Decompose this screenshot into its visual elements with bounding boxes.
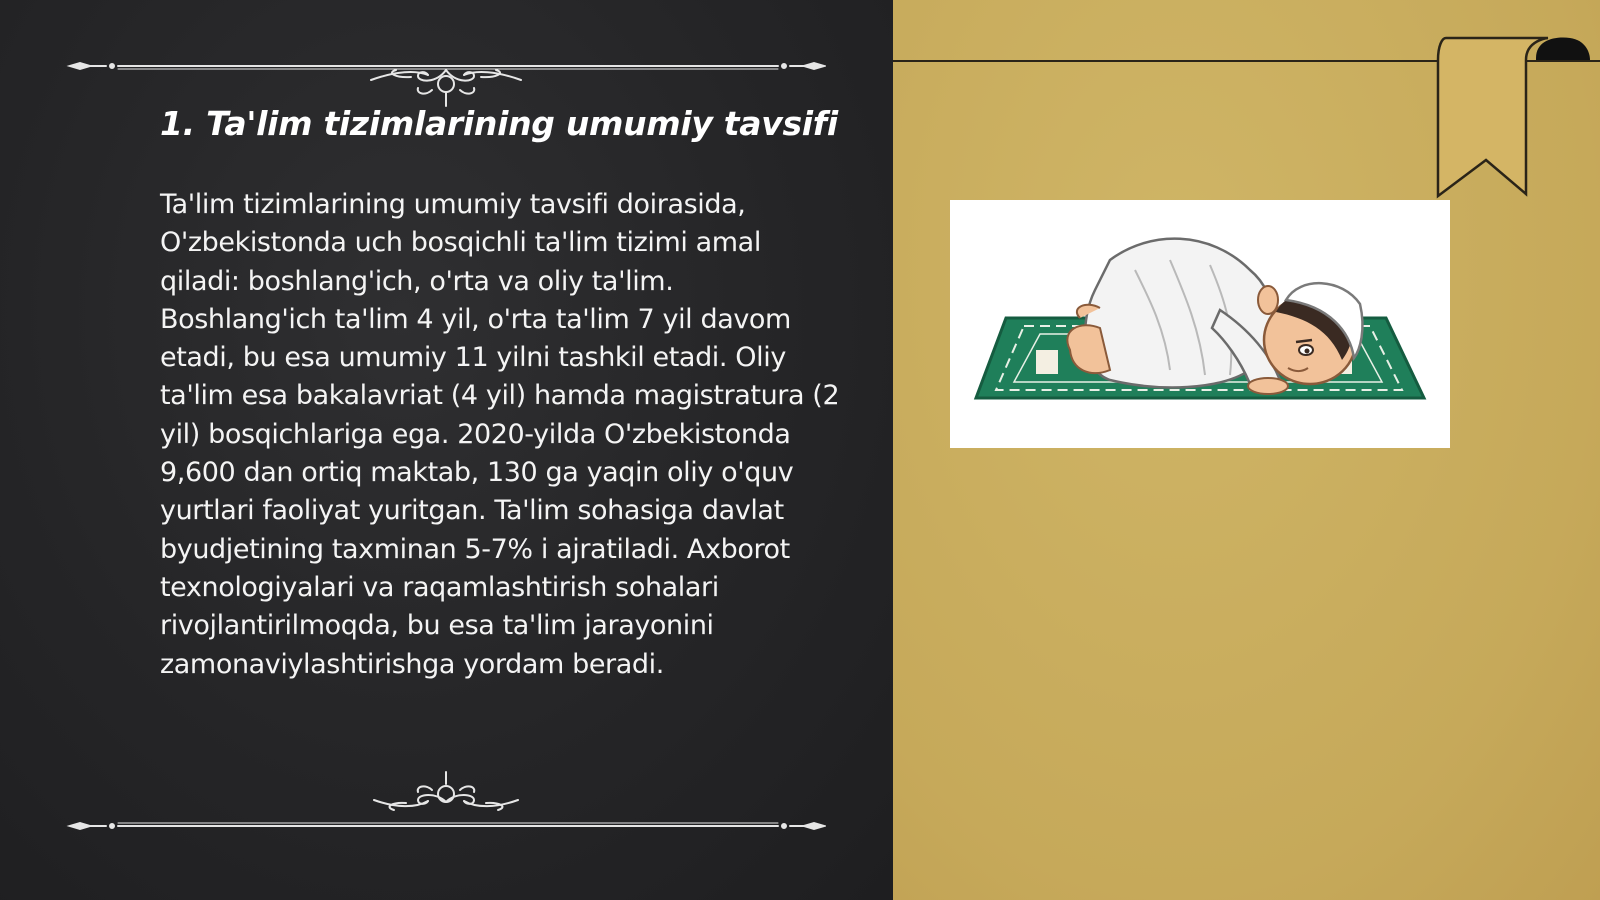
bottom-ornament-icon xyxy=(66,768,826,838)
illustration-card xyxy=(950,200,1450,448)
bookmark-ribbon-icon xyxy=(1430,30,1600,200)
slide-body-text: Ta'lim tizimlarining umumiy tavsifi doirasida, O'zbekistonda uch bosqichli ta'lim tizimi amal qiladi: boshlang'ich, o'rta va oliy ta'lim. Boshlang'ich ta'lim 4 yil, o'rta ta'lim 7 yil davom etadi, bu esa umumiy 11 yilni tashkil etadi. Oliy ta'lim esa bakalavriat (4 yil) hamda magistratura (2 yil) bosqichlariga ega. 2020-yilda O'zbekistonda 9,600 dan ortiq maktab, 130 ga yaqin oliy o'quv yurtlari faoliyat yuritgan. Ta'lim sohasiga davlat byudjetining taxminan 5-7% i ajratiladi. Axborot texnologiyalari va raqamlashtirish sohalari rivojlantirilmoqda, bu esa ta'lim jarayonini zamonaviylashtirishga yordam beradi. xyxy=(160,189,840,680)
top-ornament-icon xyxy=(66,40,826,110)
slide-title: 1. Ta'lim tizimlarining umumiy tavsifi xyxy=(160,104,838,143)
praying-boy-icon xyxy=(950,200,1450,448)
